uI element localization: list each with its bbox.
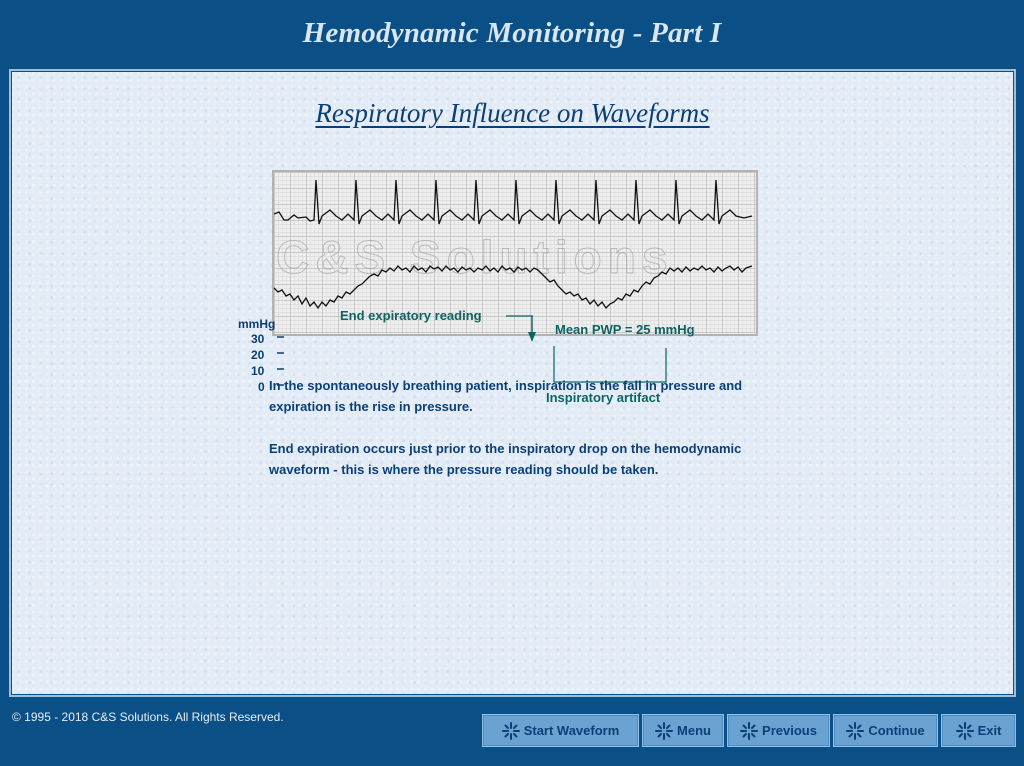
pressure-trace xyxy=(274,266,752,308)
y-axis-unit-label: mmHg xyxy=(238,317,276,331)
sparkle-icon xyxy=(502,722,520,740)
exit-button[interactable] xyxy=(941,714,1016,747)
mean-pwp-label: Mean PWP = 25 mmHg xyxy=(555,322,695,337)
sparkle-icon xyxy=(740,722,758,740)
waveform-drawing xyxy=(224,168,784,348)
start-waveform-button[interactable] xyxy=(482,714,639,747)
app-title: Hemodynamic Monitoring - Part I xyxy=(302,16,722,49)
ecg-trace xyxy=(274,180,752,224)
previous-label: Previous xyxy=(762,723,817,738)
sparkle-icon xyxy=(846,722,864,740)
paragraph-inspiration: In the spontaneously breathing patient, inspiration is the fall in pressure and expiration is the rise in pressure. xyxy=(269,378,743,414)
title-bar xyxy=(0,0,1024,68)
explanation-text xyxy=(269,375,769,501)
end-expiratory-label: End expiratory reading xyxy=(340,308,482,323)
inspiratory-artifact-label: Inspiratory artifact xyxy=(546,390,661,405)
content-panel xyxy=(9,69,1016,697)
menu-button[interactable] xyxy=(642,714,724,747)
watermark: C&S Solutions xyxy=(276,231,674,283)
y-tick-10: 10 xyxy=(251,364,265,378)
y-tick-0: 0 xyxy=(258,380,265,394)
y-tick-30: 30 xyxy=(251,332,265,346)
y-tick-20: 20 xyxy=(251,348,265,362)
start-waveform-label: Start Waveform xyxy=(523,723,620,738)
continue-label: Continue xyxy=(868,723,925,738)
exit-label: Exit xyxy=(977,723,1002,738)
paragraph-end-expiration: End expiration occurs just prior to the inspiratory drop on the hemodynamic waveform - this is where the pressure reading should be taken. xyxy=(269,441,742,477)
continue-button[interactable] xyxy=(833,714,938,747)
copyright-text: © 1995 - 2018 C&S Solutions. All Rights Reserved. xyxy=(12,710,284,724)
page-title: Respiratory Influence on Waveforms xyxy=(315,98,710,128)
previous-button[interactable] xyxy=(727,714,830,747)
menu-label: Menu xyxy=(677,723,711,738)
sparkle-icon xyxy=(655,722,673,740)
sparkle-icon xyxy=(956,722,974,740)
